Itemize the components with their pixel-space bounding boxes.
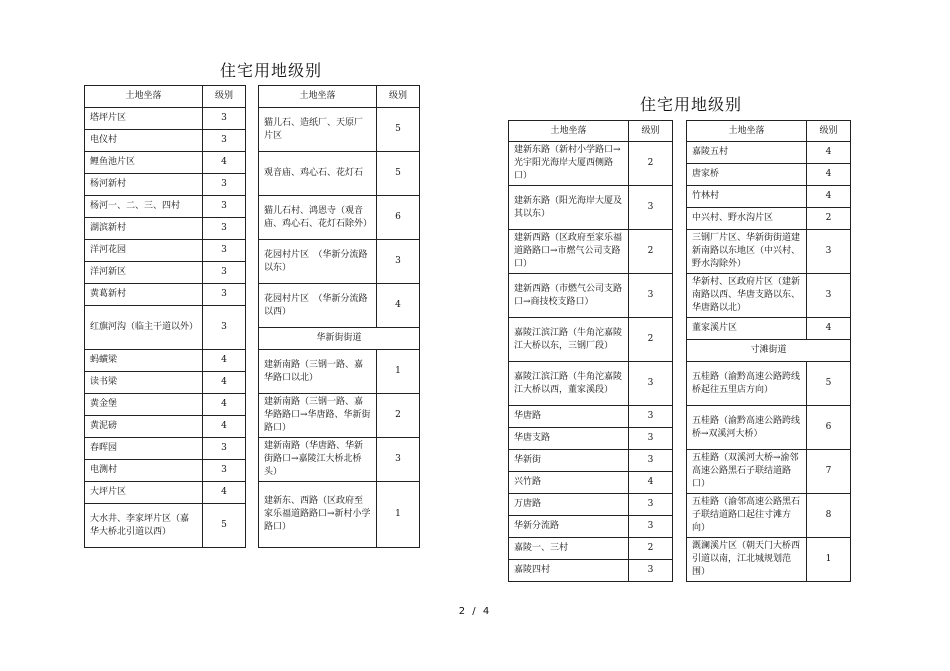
- location-cell: 湖滨新村: [85, 218, 203, 240]
- header-location: 土地坐落: [85, 86, 203, 108]
- location-cell: 五桂路（渝黔高速公路跨线桥起往五里店方向）: [687, 362, 807, 406]
- table-row: [509, 142, 851, 164]
- level-cell: 4: [807, 318, 851, 340]
- level-cell: 4: [807, 164, 851, 186]
- location-cell: 溉澜溪片区（朝天门大桥西引道以南，江北城规划范围）: [687, 538, 807, 582]
- level-cell: 2: [629, 538, 673, 560]
- location-cell: 大坪片区: [85, 482, 203, 504]
- location-cell: 竹林村: [687, 186, 807, 208]
- level-cell: 3: [629, 450, 673, 472]
- page-title-right: 住宅用地级别: [640, 95, 743, 114]
- location-cell: 建新东路（阳光海岸大厦及其以东）: [509, 186, 629, 230]
- location-cell: 花园村片区 （华新分流路以东）: [259, 240, 377, 284]
- header-level: 级别: [203, 86, 246, 108]
- location-cell: 电测村: [85, 460, 203, 482]
- level-cell: 3: [629, 362, 673, 406]
- header-level: 级别: [629, 121, 673, 142]
- location-cell: 嘉陵五村: [687, 142, 807, 164]
- level-cell: 2: [629, 230, 673, 274]
- level-cell: 3: [203, 262, 246, 284]
- location-cell: 华新分流路: [509, 516, 629, 538]
- level-cell: 3: [807, 274, 851, 318]
- location-cell: 董家溪片区: [687, 318, 807, 340]
- location-cell: 大水井、李家坪片区（嘉华大桥北引道以西）: [85, 504, 203, 548]
- location-cell: 建新西路（市燃气公司支路口→商技校支路口）: [509, 274, 629, 318]
- location-cell: 五桂路（渝黔高速公路跨线桥→双溪河大桥）: [687, 406, 807, 450]
- level-cell: 3: [377, 438, 420, 482]
- level-cell: 3: [203, 218, 246, 240]
- level-cell: 4: [629, 472, 673, 494]
- level-cell: 3: [629, 516, 673, 538]
- location-cell: 黄泥磅: [85, 416, 203, 438]
- level-cell: 2: [807, 208, 851, 230]
- location-cell: 唐家桥: [687, 164, 807, 186]
- location-cell: 塔坪片区: [85, 108, 203, 130]
- location-cell: 嘉陵江滨江路（牛角沱嘉陵江大桥以西，董家溪段）: [509, 362, 629, 406]
- page-title-left: 住宅用地级别: [220, 61, 323, 80]
- location-cell: 杨河一、二、三、四村: [85, 196, 203, 218]
- level-cell: 6: [807, 406, 851, 450]
- level-cell: 3: [807, 230, 851, 274]
- level-cell: 3: [203, 108, 246, 130]
- level-cell: 5: [377, 108, 420, 152]
- level-cell: 3: [203, 240, 246, 262]
- location-cell: 建新南路（三钢一路、嘉华路口以北）: [259, 350, 377, 394]
- level-cell: 3: [203, 284, 246, 306]
- location-cell: 五桂路（双溪河大桥→渝邻高速公路黑石子联结道路口）: [687, 450, 807, 494]
- location-cell: 嘉陵四村: [509, 560, 629, 582]
- column-gap: [246, 108, 259, 548]
- level-cell: 3: [629, 274, 673, 318]
- header-row: [85, 86, 420, 108]
- level-cell: 3: [629, 186, 673, 230]
- location-cell: 万唐路: [509, 494, 629, 516]
- level-cell: 4: [203, 416, 246, 438]
- level-cell: 3: [629, 428, 673, 450]
- header-level: 级别: [807, 121, 851, 142]
- level-cell: 4: [203, 482, 246, 504]
- level-cell: 3: [203, 196, 246, 218]
- level-cell: 3: [629, 406, 673, 428]
- level-cell: 3: [203, 174, 246, 196]
- section-heading: 寸滩街道: [687, 340, 851, 362]
- location-cell: 读书梁: [85, 372, 203, 394]
- location-cell: 华新街: [509, 450, 629, 472]
- level-cell: 8: [807, 494, 851, 538]
- location-cell: 蚂蟥梁: [85, 350, 203, 372]
- level-cell: 1: [377, 482, 420, 548]
- location-cell: 嘉陵江滨江路（牛角沱嘉陵江大桥以东，三钢厂段）: [509, 318, 629, 362]
- level-cell: 3: [203, 306, 246, 350]
- level-cell: 2: [629, 318, 673, 362]
- location-cell: 三钢厂片区、华新街街道建新南路以东地区（中兴村、野水沟除外）: [687, 230, 807, 274]
- location-cell: 建新南路（三钢一路、嘉华路路口→华唐路、华新街路口）: [259, 394, 377, 438]
- level-cell: 6: [377, 196, 420, 240]
- land-level-table-left: [84, 85, 420, 548]
- level-cell: 7: [807, 450, 851, 494]
- level-cell: 2: [629, 142, 673, 186]
- location-cell: 建新东、西路（区政府至家乐福道路路口→新村小学路口）: [259, 482, 377, 548]
- section-heading: 华新街街道: [259, 328, 420, 350]
- location-cell: 华唐支路: [509, 428, 629, 450]
- level-cell: 4: [203, 394, 246, 416]
- level-cell: 3: [629, 560, 673, 582]
- level-cell: 3: [203, 130, 246, 152]
- level-cell: 3: [203, 438, 246, 460]
- level-cell: 2: [377, 394, 420, 438]
- location-cell: 嘉陵一、三村: [509, 538, 629, 560]
- level-cell: 4: [203, 350, 246, 372]
- page-number: 2 / 4: [458, 606, 492, 617]
- header-location: 土地坐落: [687, 121, 807, 142]
- header-level: 级别: [377, 86, 420, 108]
- header-row: [509, 121, 851, 142]
- location-cell: 华新村、区政府片区（建新南路以西、华唐支路以东、华唐路以北）: [687, 274, 807, 318]
- level-cell: 1: [807, 538, 851, 582]
- location-cell: 花园村片区 （华新分流路以西）: [259, 284, 377, 328]
- location-cell: 洋河花园: [85, 240, 203, 262]
- table-row: [85, 108, 420, 130]
- column-gap: [673, 142, 687, 582]
- location-cell: 洋河新区: [85, 262, 203, 284]
- location-cell: 华唐路: [509, 406, 629, 428]
- location-cell: 猫儿石村、鸿恩寺（观音庙、鸡心石、花灯石除外）: [259, 196, 377, 240]
- level-cell: 4: [377, 284, 420, 328]
- location-cell: 春晖园: [85, 438, 203, 460]
- level-cell: 5: [203, 504, 246, 548]
- location-cell: 猫儿石、造纸厂、天原厂片区: [259, 108, 377, 152]
- location-cell: 鲤鱼池片区: [85, 152, 203, 174]
- level-cell: 3: [203, 460, 246, 482]
- location-cell: 红旗河沟（临主干道以外）: [85, 306, 203, 350]
- location-cell: 杨河新村: [85, 174, 203, 196]
- location-cell: 观音庙、鸡心石、花灯石: [259, 152, 377, 196]
- location-cell: 五桂路（渝邻高速公路黑石子联结道路口起往寸滩方向）: [687, 494, 807, 538]
- column-gap: [246, 86, 259, 108]
- level-cell: 5: [807, 362, 851, 406]
- header-location: 土地坐落: [509, 121, 629, 142]
- level-cell: 1: [377, 350, 420, 394]
- location-cell: 黄葛新村: [85, 284, 203, 306]
- location-cell: 黄金堡: [85, 394, 203, 416]
- land-level-table-right: [508, 120, 851, 582]
- location-cell: 建新南路（华唐路、华新街路口→嘉陵江大桥北桥头）: [259, 438, 377, 482]
- location-cell: 建新西路（区政府至家乐福道路路口→市燃气公司支路口）: [509, 230, 629, 274]
- level-cell: 4: [807, 186, 851, 208]
- column-gap: [673, 121, 687, 142]
- location-cell: 电仪村: [85, 130, 203, 152]
- level-cell: 3: [629, 494, 673, 516]
- location-cell: 中兴村、野水沟片区: [687, 208, 807, 230]
- level-cell: 5: [377, 152, 420, 196]
- level-cell: 3: [377, 240, 420, 284]
- location-cell: 建新东路（新村小学路口→光宇阳光海岸大厦西侧路口）: [509, 142, 629, 186]
- level-cell: 4: [203, 152, 246, 174]
- location-cell: 兴竹路: [509, 472, 629, 494]
- level-cell: 4: [203, 372, 246, 394]
- header-location: 土地坐落: [259, 86, 377, 108]
- level-cell: 4: [807, 142, 851, 164]
